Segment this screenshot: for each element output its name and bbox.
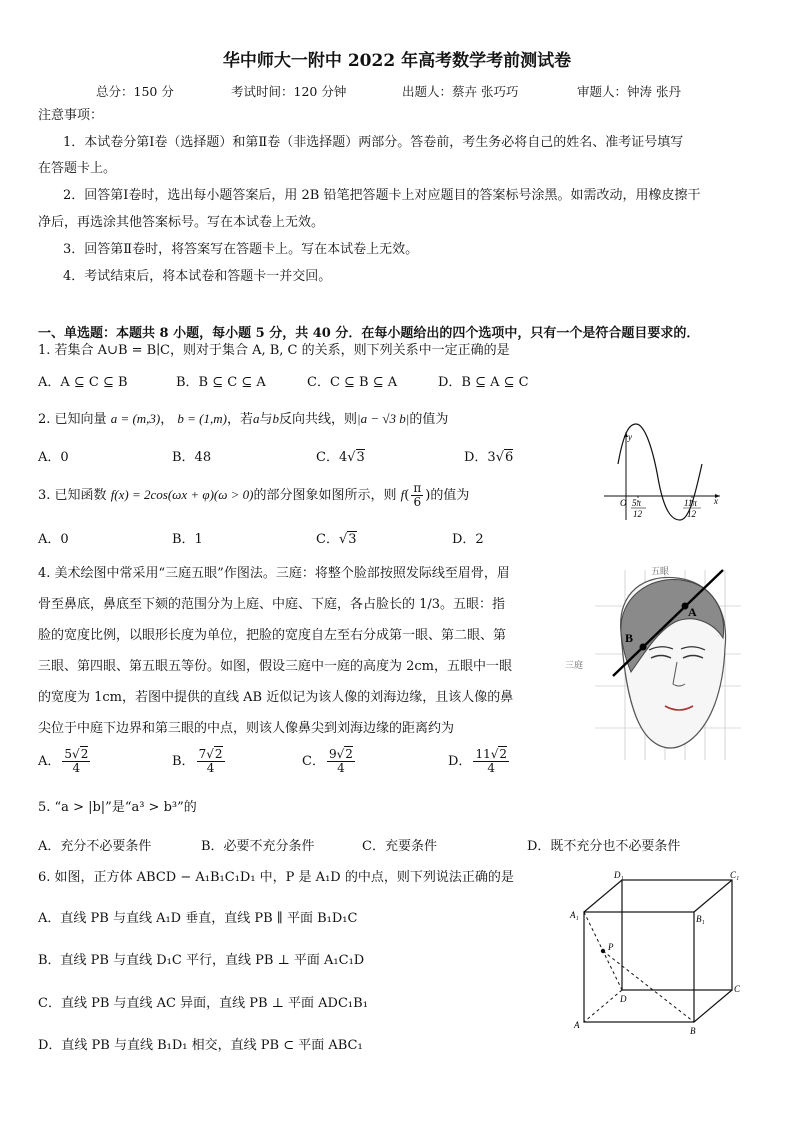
q6-label-b: B [690,1026,696,1036]
q1-option-d: D．B ⊆ A ⊆ C [438,375,529,390]
q4-line1: 4. 美术绘图中常采用“三庭五眼”作图法。三庭：将整个脸部按照发际线至眉骨，眉 [38,566,510,581]
total-score: 总分：150 分 [96,84,174,99]
q4-line6: 尖位于中庭下边界和第三眼的中点，则该人像鼻尖到刘海边缘的距离约为 [38,721,455,736]
q6-point-p [601,949,605,953]
q4-label-five-eyes: 五眼 [651,567,670,577]
q4-option-c-label: C． [302,754,325,769]
q1-stem: 1. 若集合 A∪B = B∣C，则对于集合 A, B, C 的关系，则下列关系中一定正确的是 [38,343,510,358]
q4-option-d-label: D． [448,754,472,769]
section-heading: 一、单选题：本题共 8 小题，每小题 5 分，共 40 分．在每小题给出的四个选项中，只有一个是符合题目要求的． [38,326,700,341]
q4-line4: 三眼、第四眼、第五眼五等份。如图，假设三庭中一庭的高度为 2cm，五眼中一眼 [38,659,513,674]
q6-option-a: A．直线 PB 与直线 A₁D 垂直，直线 PB ∥ 平面 B₁D₁C [38,911,358,926]
q4-option-c-frac: $\frac{9√2}{4}$ [328,747,353,775]
q4-option-b-num: 7 [198,747,207,761]
q4-label-three-courts: 三庭 [565,661,584,671]
q6-edge-bc [694,990,732,1022]
q3-y-label: y [628,432,632,442]
q2-stem-d: 反向共线，则 [279,412,358,427]
q2-expression: |a − √3 b| [357,411,410,426]
notice-2-line2: 净后，再选涂其他答案标号。写在本试卷上无效。 [38,215,325,230]
q4-option-d-rad: 2 [499,747,508,761]
q4-option-a-label: A． [38,754,61,769]
q4-option-d-num: 11 [475,747,491,761]
q5-option-a: A．充分不必要条件 [38,839,152,854]
q2-sym-b: b [272,411,280,426]
q4-face-figure [565,562,755,760]
q6-label-d: D [620,994,627,1004]
q4-option-b-frac: $\frac{7√2}{4}$ [198,747,223,775]
q6-option-c: C．直线 PB 与直线 AC 异面，直线 PB ⊥ 平面 ADC₁B₁ [38,996,368,1011]
exam-title: 华中师大一附中 2022 年高考数学考前测试卷 [222,51,572,71]
q2-option-b: B．48 [172,450,212,465]
q6-cube-figure [570,866,750,1036]
q2-option-a: A．0 [38,450,69,465]
q2-stem: 2. 已知向量 a = (m,3)， b = (1,m)，若a与b反向共线，则|a − √3 b|的值为 [38,411,449,427]
q5-option-c: C．充要条件 [362,839,437,854]
q4-option-b [172,748,227,775]
q6-edge-a1d1 [584,880,622,912]
q3-option-b: B．1 [172,532,203,547]
q4-label-b: B [625,631,634,645]
q2-vector-b: b = (1,m) [177,411,227,426]
q6-stem: 6. 如图，正方体 ABCD − A₁B₁C₁D₁ 中，P 是 A₁D 的中点，则下列说法正确的是 [38,870,514,885]
q3-origin: O [620,498,627,508]
q6-option-d: D．直线 PB 与直线 B₁D₁ 相交，直线 PB ⊂ 平面 ABC₁ [38,1038,363,1053]
notice-1-line2: 在答题卡上。 [38,161,117,176]
q4-option-b-rad: 2 [214,747,223,761]
q2-sym-a: a [253,411,260,426]
q3-fraction-num: π [413,481,422,495]
q6-label-b1: B₁ [696,914,705,924]
q4-line5: 的宽度为 1cm，若图中提供的直线 AB 近似记为该人像的刘海边缘，且该人像的鼻 [38,690,514,705]
q6-label-d1: D₁ [614,870,624,880]
q4-option-c-rad: 2 [345,747,353,761]
q3-tick2-num: 11π [684,498,697,508]
q4-point-b [640,644,647,651]
q2-option-c: C．4√3 [316,450,365,465]
q3-function: f(x) = 2cos(ωx + φ)(ω > 0) [110,487,254,502]
q3-option-c-radicand: 3 [348,532,357,547]
exam-reviewers: 审题人：钟涛 张丹 [577,84,681,99]
q2-option-d-radicand: 6 [505,450,514,465]
q5-stem: 5. “a > |b|”是“a³ > b³”的 [38,800,197,815]
q3-stem-a: 3. 已知函数 [38,488,107,503]
q4-label-a: A [688,605,697,619]
q3-fraction [411,482,423,509]
q4-option-c-num: 9 [328,747,337,761]
exam-authors: 出题人：蔡卉 张巧巧 [402,84,519,99]
q2-stem-c: 与 [259,412,273,427]
notice-2-line1: 2．回答第Ⅰ卷时，选出每小题答案后，用 2B 铅笔把答题卡上对应题目的答案标号涂黑。如需改动，用橡皮擦干 [63,188,701,203]
q4-option-b-den: 4 [206,761,215,775]
q4-option-d-den: 4 [487,761,496,775]
q3-stem-c: 的值为 [430,488,470,503]
q2-option-d: D．3√6 [464,450,514,465]
q2-option-c-label: C．4 [316,450,348,465]
q6-label-c1: C₁ [730,870,740,880]
q4-option-c-den: 4 [337,761,345,775]
q3-option-c: C．√3 [316,532,357,547]
q3-fraction-den: 6 [413,495,422,509]
q6-label-p: P [608,942,614,952]
q2-option-d-label: D．3 [464,450,496,465]
q4-option-d [448,748,511,775]
q6-option-b: B．直线 PB 与直线 D₁C 平行，直线 PB ⊥ 平面 A₁C₁D [38,953,365,968]
q4-line3: 脸的宽度比例，以眼形长度为单位，把脸的宽度自左至右分成第一眼、第二眼、第 [38,628,507,643]
q2-vector-a: a = (m,3) [110,411,161,426]
notice-heading: 注意事项： [38,108,104,123]
q4-option-b-label: B． [172,754,195,769]
q3-tick1-den: 12 [633,509,642,519]
q3-tick2-den: 12 [687,509,696,519]
q3-f: f [400,487,405,502]
q4-option-a-rad: 2 [80,747,89,761]
q2-stem-e: 的值为 [409,412,449,427]
q2-stem-b: ，若 [226,412,253,427]
q5-option-d: D．既不充分也不必要条件 [527,839,681,854]
q5-option-b: B．必要不充分条件 [201,839,315,854]
q2-option-c-radicand: 3 [356,450,365,465]
q1-option-a: A．A ⊆ C ⊆ B [38,375,128,390]
q6-label-a: A [574,1020,580,1030]
q3-cosine-graph [596,428,726,526]
q2-stem-a: 2. 已知向量 [38,412,107,427]
exam-time: 考试时间：120 分钟 [231,84,347,99]
q3-tick1-num: 5π [632,498,642,508]
notice-4: 4．考试结束后，将本试卷和答题卡一并交回。 [63,269,332,284]
q3-stem-b: 的部分图象如图所示，则 [253,488,397,503]
q4-line2: 骨至鼻底，鼻底至下颏的范围分为上庭、中庭、下庭，各占脸长的 1/3。五眼：指 [38,597,506,612]
notice-3: 3．回答第Ⅱ卷时，将答案写在答题卡上。写在本试卷上无效。 [63,242,419,257]
q4-option-c [302,748,357,775]
q4-option-a [38,748,92,775]
notice-1-line1: 1．本试卷分第Ⅰ卷（选择题）和第Ⅱ卷（非选择题）两部分。答卷前，考生务必将自己的姓名、准考证号填写 [63,135,684,150]
q3-stem: 3. 已知函数 f(x) = 2cos(ωx + φ)(ω > 0)的部分图象如图所示，则 f( $\frac{\pi}{6}$ )的值为 [38,481,470,509]
q4-option-a-den: 4 [72,761,81,775]
q3-option-d: D．2 [452,532,484,547]
q3-option-a: A．0 [38,532,69,547]
q4-option-a-num: 5 [64,747,73,761]
q3-x-label: x [714,496,718,506]
q4-option-d-frac: $\frac{11√2}{4}$ [475,747,508,775]
q6-label-c: C [734,984,741,994]
q1-option-c: C．C ⊆ B ⊆ A [307,375,398,390]
q3-option-c-label: C． [316,532,339,547]
q6-edge-da [584,990,622,1022]
q6-label-a1: A₁ [570,910,579,920]
q1-option-b: B．B ⊆ C ⊆ A [176,375,266,390]
q4-option-a-frac: $\frac{5√2}{4}$ [64,747,89,775]
